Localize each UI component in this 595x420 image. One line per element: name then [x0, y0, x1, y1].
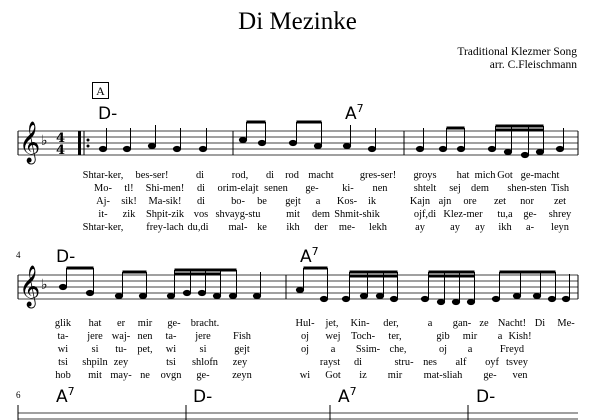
lyric-syllable: Fish [233, 331, 251, 342]
lyric-syllable: shrey [548, 209, 572, 220]
lyric-syllable: shlofn [192, 357, 218, 368]
lyric-syllable: ore [463, 196, 477, 207]
rehearsal-mark: A [92, 82, 109, 99]
lyric-syllable: sik! [121, 196, 137, 207]
lyric-syllable: oj [300, 331, 310, 342]
staff-system-3 [18, 413, 578, 419]
lyric-syllable: rod [285, 170, 299, 181]
lyric-syllable: oyf [485, 357, 499, 368]
lyric-syllable: Shtar-ker, [82, 222, 124, 233]
lyric-syllable: wi [57, 344, 69, 355]
svg-text:♭: ♭ [41, 133, 48, 149]
lyric-syllable: Shtar-ker, [82, 170, 124, 181]
lyric-syllable: ge- [305, 183, 319, 194]
lyric-syllable: tsi [166, 357, 176, 368]
lyric-syllable: hob [55, 370, 71, 381]
lyric-syllable: ge- [167, 318, 181, 329]
lyric-syllable: ta- [57, 331, 69, 342]
lyric-syllable: sej [449, 183, 461, 194]
chord-symbol: D- [193, 387, 213, 407]
lyric-syllable: it- [98, 209, 108, 220]
lyric-syllable: Kajn [409, 196, 431, 207]
notes-system-1 [99, 122, 563, 158]
lyric-syllable: di [265, 170, 275, 181]
lyric-syllable: ta- [165, 331, 177, 342]
lyric-syllable: nor [520, 196, 534, 207]
staff-system-2 [18, 275, 578, 299]
lyric-syllable: tl! [124, 183, 134, 194]
lyric-syllable: lekh [369, 222, 387, 233]
lyric-syllable: a [427, 318, 433, 329]
lyric-syllable: jere [195, 331, 211, 342]
lyric-syllable: ojf,di [413, 209, 437, 220]
lyric-syllable: Freyd [499, 344, 525, 355]
lyric-syllable: wi [165, 344, 177, 355]
lyric-syllable: si [91, 344, 99, 355]
lyric-syllable: iz [359, 370, 367, 381]
lyric-syllable: ajn [438, 196, 452, 207]
lyric-syllable: Ma-sik! [148, 196, 182, 207]
lyric-syllable: hat [88, 318, 102, 329]
lyric-line [0, 208, 595, 221]
lyric-syllable: oj [438, 344, 448, 355]
lyric-syllable: bes-ser! [135, 170, 169, 181]
lyric-syllable: Klez-mer [443, 209, 483, 220]
lyric-syllable: pet, [137, 344, 153, 355]
lyric-syllable: Toch- [350, 331, 376, 342]
lyric-syllable: ay [415, 222, 425, 233]
lyric-syllable: bracht. [190, 318, 220, 329]
time-signature [56, 131, 65, 158]
lyric-syllable: Kin- [350, 318, 370, 329]
lyric-syllable: ikh [286, 222, 300, 233]
lyric-syllable: Tish [550, 183, 570, 194]
lyric-syllable: shvayg-stu [215, 209, 261, 220]
lyric-syllable: ki- [342, 183, 354, 194]
lyric-line [0, 169, 595, 182]
lyric-line [0, 221, 595, 234]
lyric-syllable: che, [389, 344, 407, 355]
lyric-line [0, 330, 595, 343]
lyric-syllable: gib [436, 331, 450, 342]
lyric-syllable: ay [475, 222, 485, 233]
lyric-syllable: Kish! [508, 331, 532, 342]
lyric-syllable: senen [264, 183, 288, 194]
lyric-line [0, 182, 595, 195]
lyric-line [0, 356, 595, 369]
lyric-syllable: ay [450, 222, 460, 233]
lyric-syllable: orim-elajt [217, 183, 259, 194]
lyric-syllable: zeyn [232, 370, 252, 381]
lyric-syllable: gejt [234, 344, 250, 355]
lyric-syllable: tsvey [506, 357, 528, 368]
lyric-syllable: di [196, 183, 206, 194]
lyric-syllable: di [195, 170, 205, 181]
lyric-syllable: shen-sten [507, 183, 547, 194]
lyric-syllable: groys [413, 170, 437, 181]
lyric-syllable: wej [325, 331, 341, 342]
chord-symbol: D- [476, 387, 496, 407]
lyric-syllable: nen [137, 331, 153, 342]
svg-text:4: 4 [56, 131, 66, 146]
svg-text:♭: ♭ [41, 277, 48, 293]
lyric-syllable: Di [534, 318, 546, 329]
chord-symbol: $A^7$ [56, 385, 75, 407]
lyric-syllable: ge- [483, 370, 497, 381]
lyric-syllable: ven [512, 370, 528, 381]
lyric-syllable: zet [493, 196, 507, 207]
lyric-syllable: a [315, 196, 321, 207]
lyric-syllable: Me- [557, 318, 575, 329]
lyric-syllable: dem [312, 209, 330, 220]
measure-number: 6 [16, 390, 21, 400]
lyric-syllable: Aj- [96, 196, 110, 207]
chord-symbol: $A^7$ [345, 102, 364, 124]
lyric-syllable: rayst [319, 357, 341, 368]
lyric-syllable: jet, [325, 318, 339, 329]
lyric-syllable: stru- [394, 357, 414, 368]
lyric-syllable: gres-ser! [359, 170, 397, 181]
chord-symbol: D- [56, 247, 76, 267]
lyric-syllable: Shpit-zik [145, 209, 185, 220]
lyric-syllable: tu,a [497, 209, 513, 220]
lyric-syllable: mir [137, 318, 153, 329]
lyric-syllable: tsi [58, 357, 68, 368]
lyric-syllable: mit [286, 209, 300, 220]
lyric-syllable: frey-lach [146, 222, 184, 233]
lyric-syllable: bo- [231, 196, 245, 207]
lyric-syllable: ze [479, 318, 489, 329]
lyric-syllable: nen [372, 183, 388, 194]
lyric-syllable: er [116, 318, 126, 329]
lyric-syllable: ge- [196, 370, 210, 381]
lyric-syllable: glik [54, 318, 72, 329]
lyric-syllable: zey [113, 357, 129, 368]
lyric-syllable: ne [140, 370, 150, 381]
lyric-syllable: vos [193, 209, 209, 220]
lyric-syllable: ke [257, 222, 267, 233]
lyric-syllable: oj [300, 344, 310, 355]
lyric-syllable: gejt [285, 196, 301, 207]
lyric-syllable: be [257, 196, 267, 207]
lyric-syllable: zik [122, 209, 136, 220]
arranger-credit: arr. C.Fleischmann [489, 59, 577, 71]
measure-number: 4 [16, 250, 21, 260]
lyric-syllable: rod, [231, 170, 249, 181]
lyric-syllable: du,di [187, 222, 209, 233]
lyric-line [0, 317, 595, 330]
lyric-syllable: ik [367, 196, 377, 207]
lyric-syllable: hat [456, 170, 470, 181]
lyric-syllable: a [330, 344, 336, 355]
lyric-syllable: der [314, 222, 328, 233]
composer-credit: Traditional Klezmer Song [457, 46, 577, 58]
lyric-syllable: dem [471, 183, 489, 194]
lyric-syllable: zet [553, 196, 567, 207]
lyric-line [0, 369, 595, 382]
lyric-syllable: ter, [388, 331, 402, 342]
lyric-syllable: di [196, 196, 206, 207]
lyric-syllable: mat-sliah [423, 370, 463, 381]
chord-symbol: $A^7$ [300, 245, 319, 267]
lyric-syllable: nes [423, 357, 437, 368]
lyric-syllable: shpiln [82, 357, 108, 368]
lyric-syllable: shtelt [413, 183, 437, 194]
lyric-syllable: mich [474, 170, 496, 181]
lyric-syllable: der, [383, 318, 399, 329]
lyric-syllable: ikh [498, 222, 512, 233]
lyric-syllable: mir [462, 331, 478, 342]
lyric-syllable: may- [110, 370, 132, 381]
lyric-syllable: macht [308, 170, 334, 181]
lyric-syllable: tu- [115, 344, 127, 355]
lyric-syllable: leyn [551, 222, 569, 233]
chord-symbol: $A^7$ [338, 385, 357, 407]
lyric-syllable: Ssim- [355, 344, 381, 355]
lyric-syllable: mal- [228, 222, 248, 233]
lyric-line [0, 343, 595, 356]
lyric-syllable: alf [455, 357, 467, 368]
svg-text:𝄞: 𝄞 [19, 122, 41, 163]
chord-symbol: D- [98, 104, 118, 124]
lyric-syllable: mit [88, 370, 102, 381]
svg-text:𝄞: 𝄞 [19, 266, 41, 307]
lyric-syllable: Nacht! [497, 318, 527, 329]
lyric-syllable: Mo- [94, 183, 112, 194]
lyric-syllable: wi [299, 370, 311, 381]
lyric-syllable: Shi-men! [145, 183, 185, 194]
lyric-syllable: zey [232, 357, 248, 368]
lyric-syllable: waj- [111, 331, 131, 342]
lyric-syllable: jere [87, 331, 103, 342]
lyric-syllable: Got [325, 370, 341, 381]
lyric-syllable: Got [497, 170, 513, 181]
song-title: Di Mezinke [238, 8, 357, 35]
lyric-syllable: Shmit-shik [334, 209, 380, 220]
lyric-syllable: ovgn [160, 370, 182, 381]
lyric-syllable: a [467, 344, 473, 355]
lyric-syllable: a [497, 331, 503, 342]
svg-text:4: 4 [56, 143, 66, 158]
lyric-syllable: Hul- [295, 318, 315, 329]
lyric-syllable: gan- [452, 318, 472, 329]
lyric-line [0, 195, 595, 208]
lyric-syllable: ge- [523, 209, 537, 220]
lyric-syllable: ge-macht [520, 170, 560, 181]
lyric-syllable: si [199, 344, 207, 355]
lyric-syllable: me- [338, 222, 356, 233]
lyric-syllable: di [353, 357, 363, 368]
lyric-syllable: a- [525, 222, 535, 233]
lyric-syllable: Kos- [336, 196, 358, 207]
lyric-syllable: mir [387, 370, 403, 381]
